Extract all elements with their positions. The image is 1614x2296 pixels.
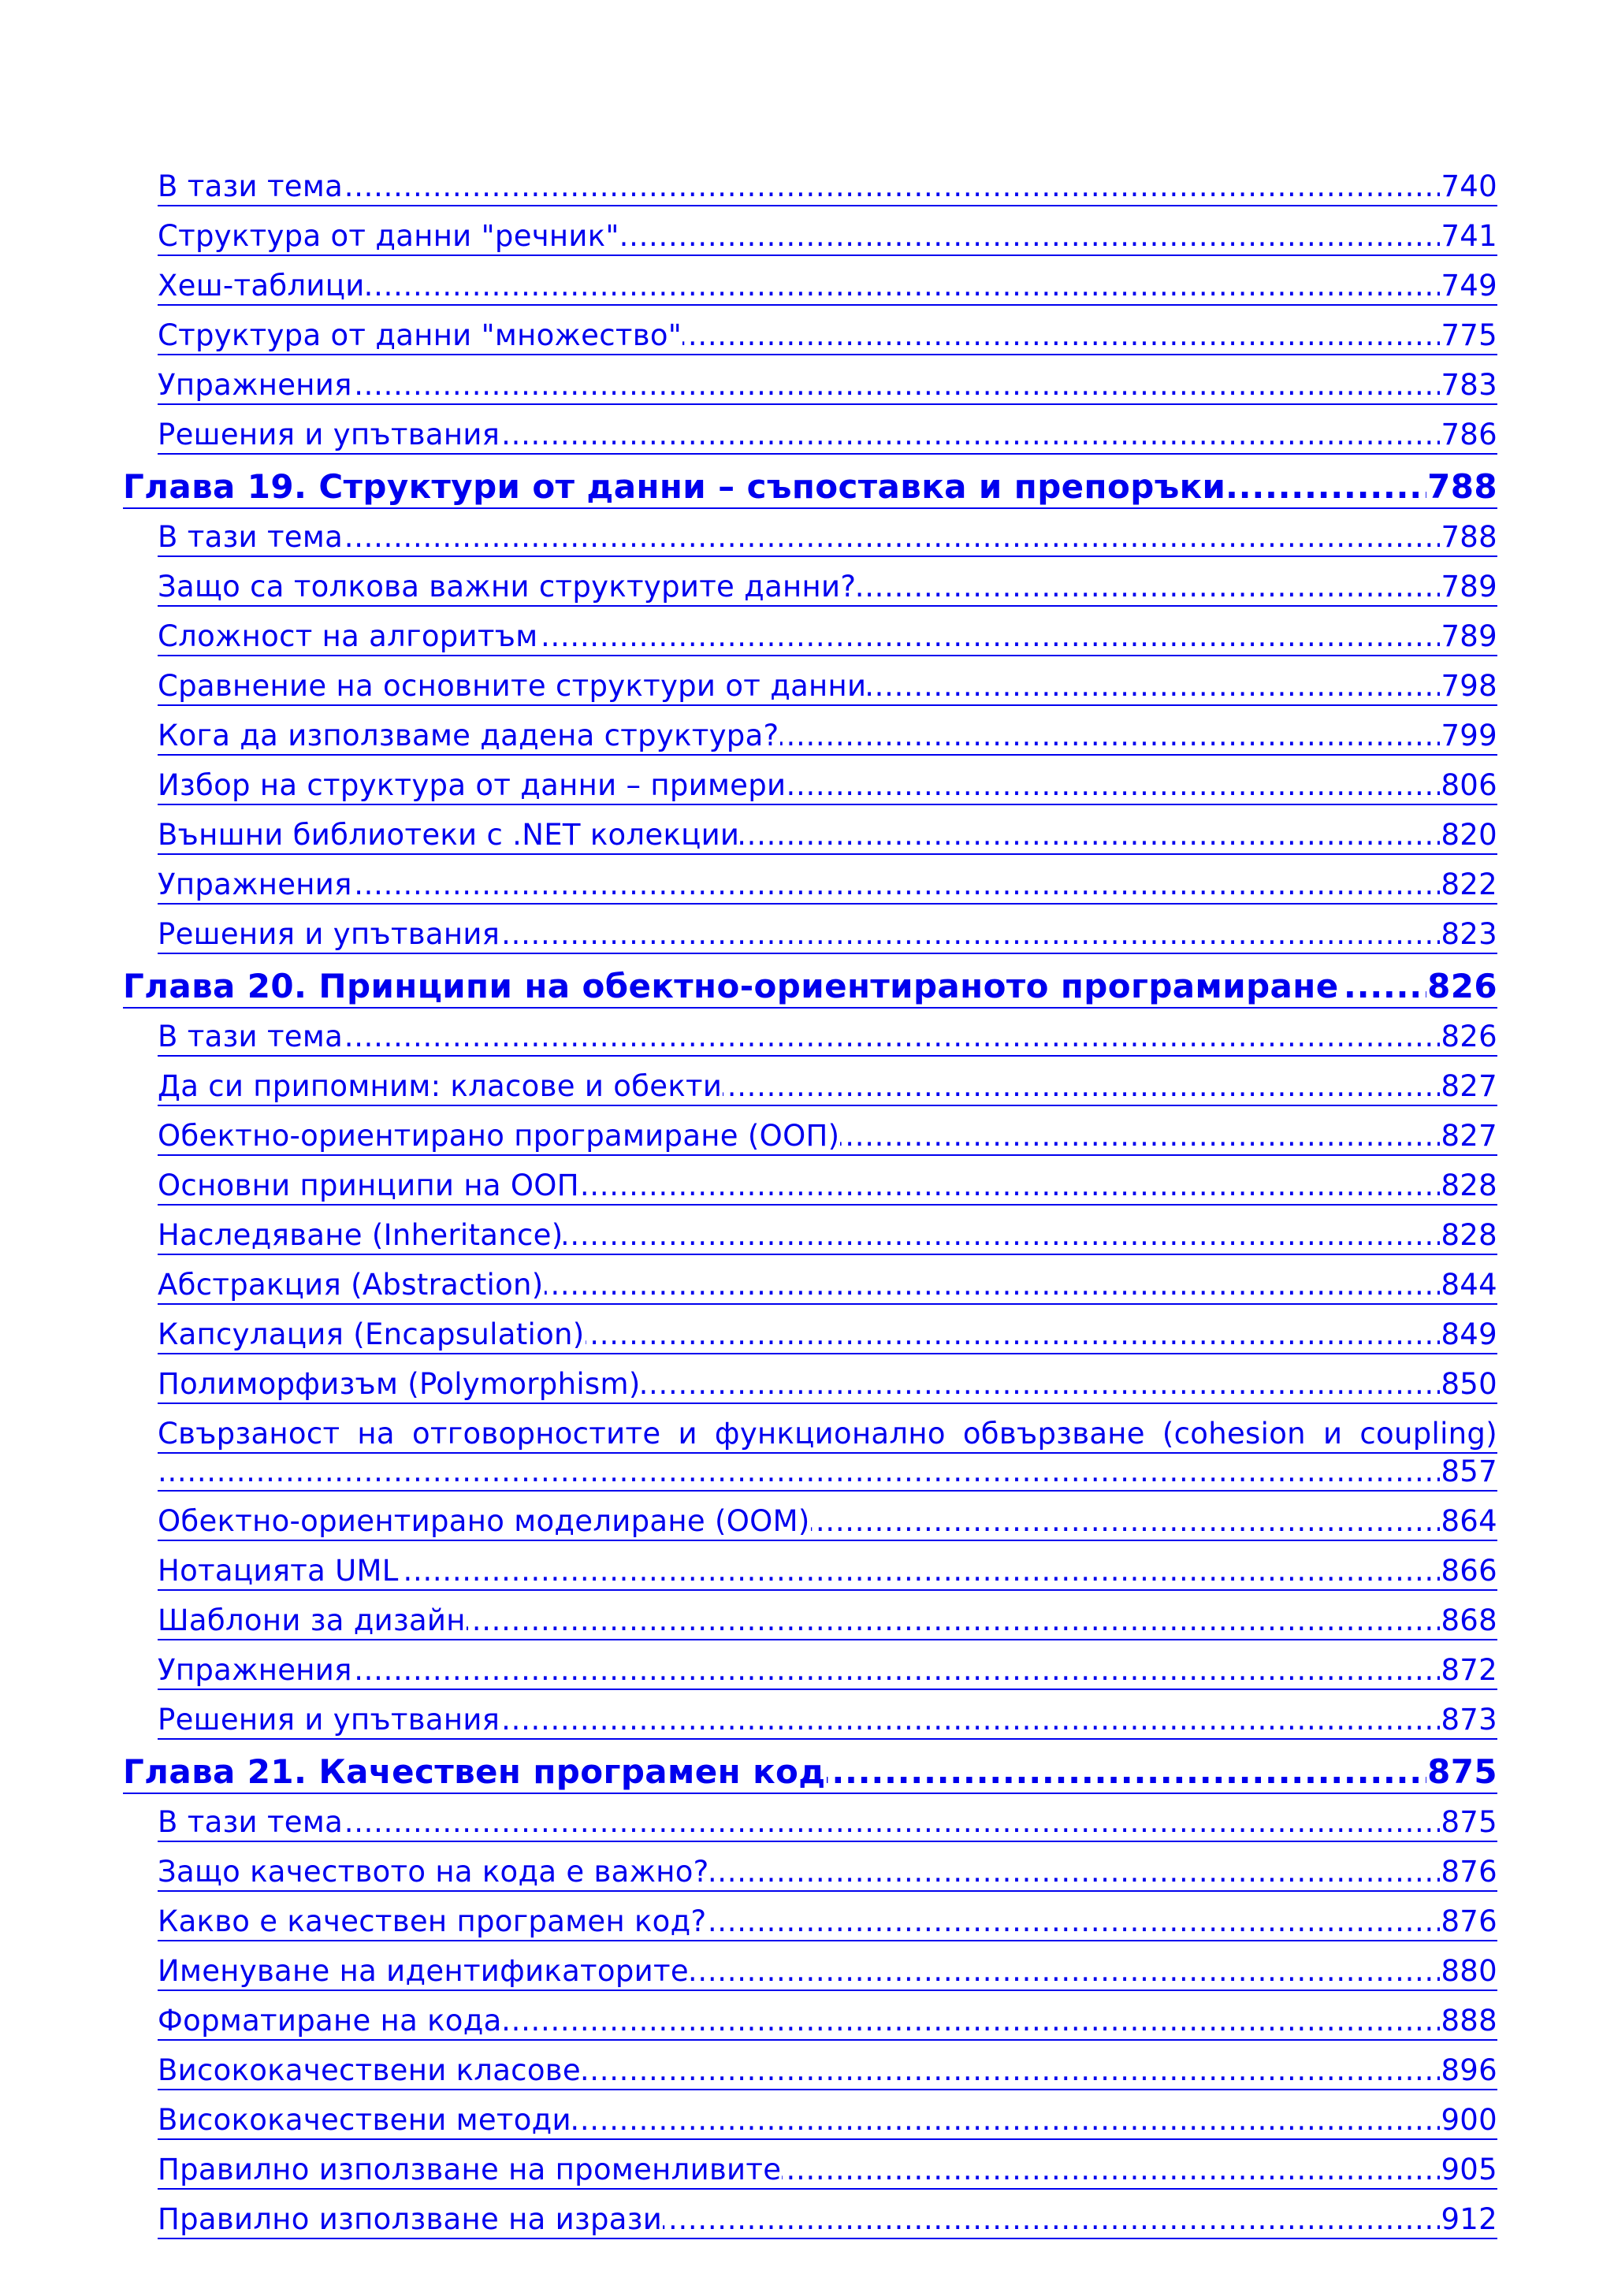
toc-entry[interactable] xyxy=(158,867,1497,905)
toc-entry-title: Сравнение на основните структури от данни xyxy=(158,669,867,703)
toc-entry[interactable] xyxy=(158,2053,1497,2090)
toc-entry[interactable] xyxy=(158,1503,1497,1541)
toc-entry[interactable] xyxy=(158,1118,1497,1156)
toc-entry-title-word: обвързване xyxy=(962,1417,1145,1451)
toc-chapter-page: 875 xyxy=(1427,1752,1497,1791)
toc-entry[interactable] xyxy=(158,569,1497,607)
toc-entry-page: 826 xyxy=(1441,1020,1497,1053)
toc-entry-title: Защо качеството на кода е важно? xyxy=(158,1855,709,1889)
toc-entry-title: Капсулация (Encapsulation) xyxy=(158,1317,585,1351)
toc-entry-page: 866 xyxy=(1441,1554,1497,1588)
toc-entry[interactable] xyxy=(158,1366,1497,1404)
toc-entry-page: 876 xyxy=(1441,1855,1497,1889)
toc-entry-page: 828 xyxy=(1441,1218,1497,1252)
toc-entry-title: Именуване на идентификаторите xyxy=(158,1954,689,1988)
toc-chapter-title: Глава 19. Структури от данни – съпоставка и препоръки xyxy=(123,467,1226,506)
toc-entry-title: В тази тема xyxy=(158,520,344,554)
toc-entry-title: Решения и упътвания xyxy=(158,917,500,951)
toc-entry-title-word: функционално xyxy=(714,1417,946,1451)
toc-entry-page: 828 xyxy=(1441,1168,1497,1202)
toc-entry-title: Избор на структура от данни – примери xyxy=(158,768,787,802)
toc-entry-page: 788 xyxy=(1441,520,1497,554)
toc-chapter-entry[interactable] xyxy=(123,466,1497,509)
toc-entry-title: Висококачествени методи xyxy=(158,2103,571,2137)
toc-entry-title-word: (cohesion xyxy=(1162,1417,1306,1451)
toc-chapter-page: 788 xyxy=(1427,467,1497,506)
toc-entry-title: В тази тема xyxy=(158,1020,344,1053)
toc-entry-page: 873 xyxy=(1441,1703,1497,1737)
toc-entry[interactable] xyxy=(158,817,1497,855)
toc-entry-page: 888 xyxy=(1441,2004,1497,2038)
toc-entry-page: 786 xyxy=(1441,418,1497,451)
toc-entry-page: 789 xyxy=(1441,619,1497,653)
toc-entry-page: 798 xyxy=(1441,669,1497,703)
toc-entry-page: 820 xyxy=(1441,818,1497,852)
toc-entry[interactable] xyxy=(158,318,1497,355)
toc-entry-title-word: Свързаност xyxy=(158,1417,340,1451)
toc-entry[interactable] xyxy=(158,1702,1497,1740)
toc-entry[interactable] xyxy=(158,1068,1497,1106)
toc-entry-title: Основни принципи на ООП xyxy=(158,1168,579,1202)
toc-entry[interactable] xyxy=(158,916,1497,954)
toc-entry-title: Шаблони за дизайн xyxy=(158,1603,466,1637)
toc-entry-title: Упражнения xyxy=(158,368,352,402)
toc-entry[interactable] xyxy=(158,169,1497,206)
toc-entry-title: Правилно използване на променливите xyxy=(158,2153,782,2186)
toc-entry-title: Абстракция (Abstraction) xyxy=(158,1268,544,1302)
toc-entry-leader-line xyxy=(158,1454,1497,1492)
toc-entry[interactable] xyxy=(158,1804,1497,1842)
toc-entry[interactable] xyxy=(158,1904,1497,1941)
toc-entry[interactable] xyxy=(158,1168,1497,1206)
toc-entry-page: 912 xyxy=(1441,2202,1497,2236)
toc-entry-page: 900 xyxy=(1441,2103,1497,2137)
toc-entry[interactable] xyxy=(158,1603,1497,1640)
toc-entry-page: 806 xyxy=(1441,768,1497,802)
toc-entry[interactable] xyxy=(158,2201,1497,2239)
toc-entry-title-word: coupling) xyxy=(1359,1417,1497,1451)
toc-entry-title-word: отговорностите xyxy=(411,1417,661,1451)
toc-entry-title: Защо са толкова важни структурите данни? xyxy=(158,570,857,604)
toc-entry-page: 880 xyxy=(1441,1954,1497,1988)
toc-entry-page: 741 xyxy=(1441,219,1497,253)
toc-entry-page: 864 xyxy=(1441,1504,1497,1538)
toc-entry[interactable] xyxy=(158,417,1497,455)
toc-entry[interactable] xyxy=(158,1652,1497,1690)
toc-entry[interactable] xyxy=(158,1019,1497,1057)
toc-chapter-entry[interactable] xyxy=(123,1752,1497,1794)
toc-entry-page: 868 xyxy=(1441,1603,1497,1637)
toc-entry-page: 849 xyxy=(1441,1317,1497,1351)
toc-entry[interactable] xyxy=(158,1267,1497,1305)
toc-entry-title-word: и xyxy=(678,1417,697,1451)
toc-entry-page: 876 xyxy=(1441,1904,1497,1938)
toc-entry-page: 827 xyxy=(1441,1119,1497,1153)
toc-entry-title: Структура от данни "множество" xyxy=(158,318,682,352)
toc-entry-title: В тази тема xyxy=(158,1805,344,1839)
toc-entry-title: В тази тема xyxy=(158,169,344,203)
toc-entry-page: 827 xyxy=(1441,1069,1497,1103)
toc-entry-page: 844 xyxy=(1441,1268,1497,1302)
toc-entry-page: 872 xyxy=(1441,1653,1497,1687)
toc-entry-page: 783 xyxy=(1441,368,1497,402)
toc-entry-page: 850 xyxy=(1441,1367,1497,1401)
table-of-contents xyxy=(123,169,1497,2251)
toc-entry[interactable] xyxy=(158,1854,1497,1892)
toc-chapter-title: Глава 21. Качествен програмен код xyxy=(123,1752,826,1791)
toc-entry-page: 740 xyxy=(1441,169,1497,203)
toc-entry-title: Какво е качествен програмен код? xyxy=(158,1904,707,1938)
toc-entry[interactable] xyxy=(158,218,1497,256)
toc-entry-title: Правилно използване на изрази xyxy=(158,2202,663,2236)
toc-entry-page: 775 xyxy=(1441,318,1497,352)
toc-chapter-entry[interactable] xyxy=(123,966,1497,1009)
toc-entry-page: 789 xyxy=(1441,570,1497,604)
toc-entry-title: Обектно-ориентирано програмиране (ООП) xyxy=(158,1119,840,1153)
toc-entry-title: Висококачествени класове xyxy=(158,2053,581,2087)
toc-entry-title: Нотацията UML xyxy=(158,1554,399,1588)
toc-entry[interactable] xyxy=(158,1553,1497,1591)
toc-entry-title: Полиморфизъм (Polymorphism) xyxy=(158,1367,641,1401)
toc-chapter-title: Глава 20. Принципи на обектно-ориентираното програмиране xyxy=(123,967,1339,1005)
toc-entry[interactable] xyxy=(158,367,1497,405)
toc-entry-title: Наследяване (Inheritance) xyxy=(158,1218,563,1252)
toc-entry[interactable] xyxy=(158,1317,1497,1354)
toc-entry-page: 896 xyxy=(1441,2053,1497,2087)
toc-entry-title: Упражнения xyxy=(158,1653,352,1687)
toc-entry-page: 749 xyxy=(1441,269,1497,303)
toc-entry-title: Структура от данни "речник" xyxy=(158,219,619,253)
toc-entry-page: 823 xyxy=(1441,917,1497,951)
toc-entry-multiline[interactable] xyxy=(158,1416,1497,1492)
toc-entry-page: 905 xyxy=(1441,2153,1497,2186)
toc-entry-title: Форматиране на кода xyxy=(158,2004,502,2038)
toc-entry-title: Да си припомним: класове и обекти xyxy=(158,1069,723,1103)
toc-entry[interactable] xyxy=(158,2102,1497,2140)
toc-entry[interactable] xyxy=(158,268,1497,306)
toc-entry-page: ..... 857 xyxy=(1441,1455,1497,1488)
toc-entry-title: Решения и упътвания xyxy=(158,1703,500,1737)
toc-chapter-page: 826 xyxy=(1427,967,1497,1005)
toc-entry-title: Решения и упътвания xyxy=(158,418,500,451)
toc-entry[interactable] xyxy=(158,767,1497,805)
toc-entry-title: Хеш-таблици xyxy=(158,269,365,303)
toc-entry-title-word: и xyxy=(1322,1417,1343,1451)
toc-entry-page: 875 xyxy=(1441,1805,1497,1839)
toc-entry[interactable] xyxy=(158,1217,1497,1255)
toc-entry[interactable] xyxy=(158,2152,1497,2190)
toc-entry-title: Сложност на алгоритъм xyxy=(158,619,538,653)
toc-entry[interactable] xyxy=(158,519,1497,557)
toc-entry[interactable] xyxy=(158,718,1497,756)
toc-entry-page: 799 xyxy=(1441,719,1497,752)
toc-entry-title: Обектно-ориентирано моделиране (OOM) xyxy=(158,1504,810,1538)
toc-entry-title: Упражнения xyxy=(158,868,352,901)
toc-entry-title: Кога да използваме дадена структура? xyxy=(158,719,779,752)
toc-entry[interactable] xyxy=(158,1953,1497,1991)
toc-entry-title: Външни библиотеки с .NET колекции xyxy=(158,818,740,852)
toc-entry-title-word: на xyxy=(357,1417,395,1451)
toc-entry-page: 822 xyxy=(1441,868,1497,901)
toc-entry-title-line xyxy=(158,1416,1497,1454)
toc-entry[interactable] xyxy=(158,619,1497,656)
toc-entry[interactable] xyxy=(158,2003,1497,2041)
toc-entry[interactable] xyxy=(158,668,1497,706)
